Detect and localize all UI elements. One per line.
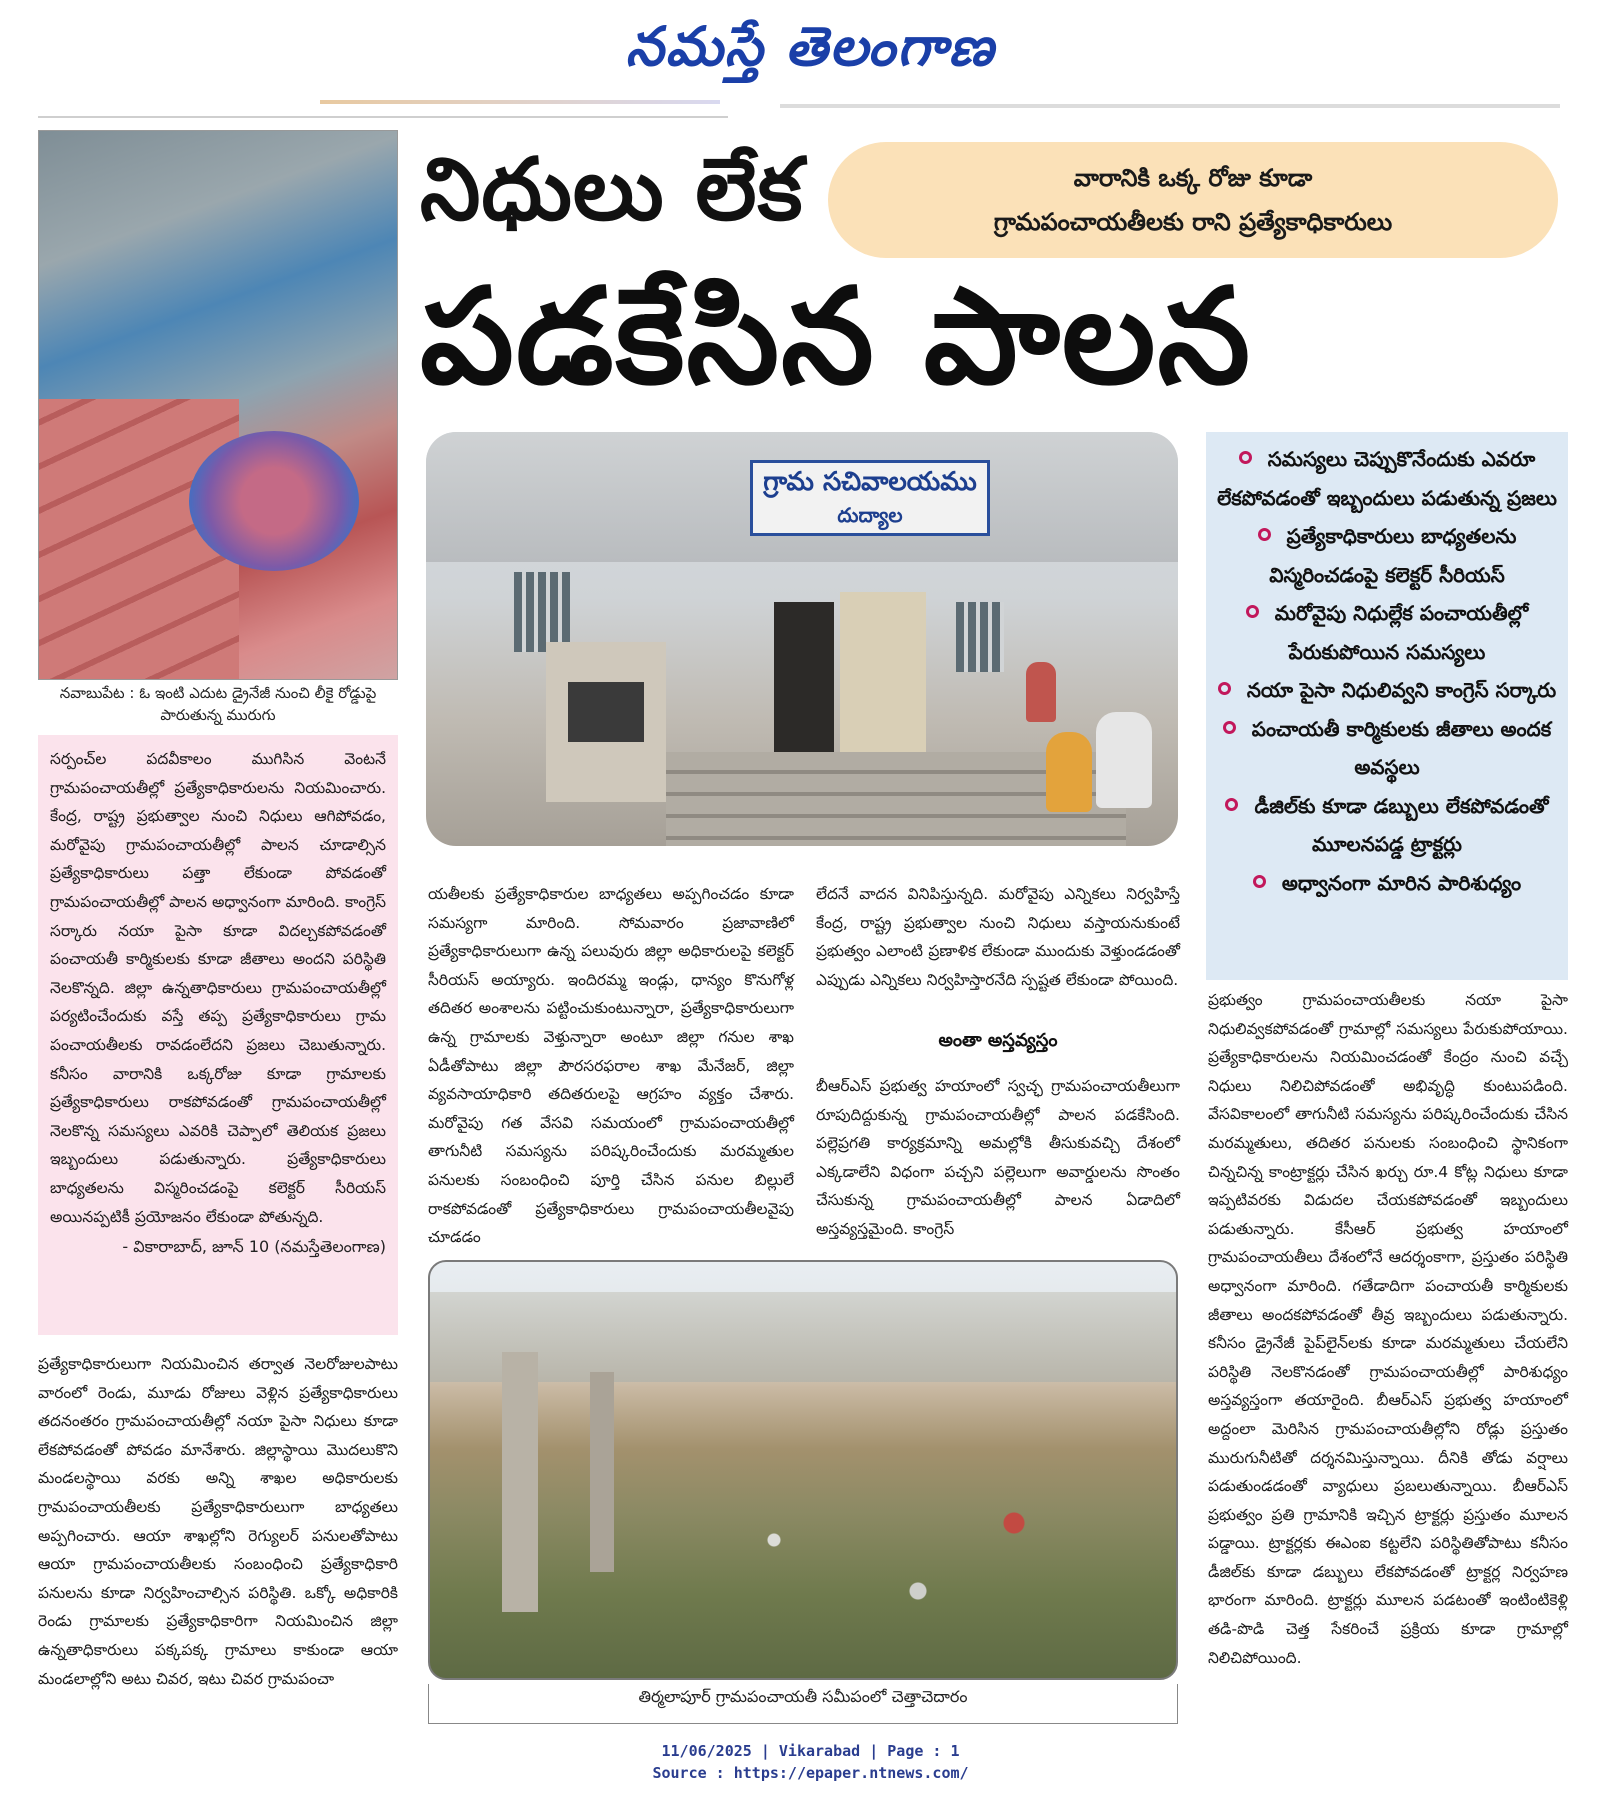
highlights-box	[1206, 432, 1568, 980]
highlight-item: నయా పైసా నిధులివ్వని కాంగ్రెస్ సర్కారు	[1214, 671, 1560, 710]
photo-plaque	[568, 682, 644, 742]
divider-left	[38, 116, 728, 118]
masthead	[0, 14, 1621, 94]
page-footer	[0, 1740, 1621, 1784]
signboard-title: గ్రామ సచివాలయము	[763, 467, 977, 497]
photo-houses-wall	[430, 1292, 1176, 1382]
headline-kicker: నిధులు లేక	[420, 140, 804, 240]
photo-drainage-leak	[38, 130, 398, 680]
signboard-subtitle: దుద్యాల	[837, 503, 903, 527]
deck-line-2: గ్రామపంచాయతీలకు రాని ప్రత్యేకాధికారులు	[993, 208, 1393, 236]
highlight-item: ప్రత్యేకాధికారులు బాధ్యతలను విస్మరించడంపై కలెక్టర్ సీరియస్	[1214, 517, 1560, 594]
photo-bottom-caption: తిర్మలాపూర్ గ్రామపంచాయతీ సమీపంలో చెత్తాచెదారం	[428, 1684, 1178, 1724]
lead-paragraph: సర్పంచ్‌ల పదవీకాలం ముగిసిన వెంటనే గ్రామపంచాయతీల్లో ప్రత్యేకాధికారులను నియమించారు. కేంద్ర, రాష్ట్ర ప్రభుత్వాల నుంచి నిధులు ఆగిపోవడం, మరోవైపు గ్రామపంచాయతీల్లో పాలన చూడాల్సిన ప్రత్యేకాధికారులు పత్తా లేకుండా పోవడంతో గ్రామపంచాయతీల్లో పాలన అధ్వానంగా మారింది. కాంగ్రెస్ సర్కారు నయా పైసా కూడా విదల్చకపోవడంతో పంచాయతీ కార్మికులకు కూడా జీతాలు అందని పరిస్థితి నెలకొన్నది. జిల్లా ఉన్నతాధికారులు గ్రామపంచాయతీల్లో పర్యటించేందుకు వస్తే తప్ప ప్రత్యేకాధికారులు గ్రామ పంచాయతీలకు రావడంలేదని ప్రజలు చెబుతున్నారు. కనీసం వారానికి ఒక్కరోజు కూడా గ్రామాలకు ప్రత్యేకాధికారులు రాకపోవడంతో గ్రామపంచాయతీల్లో నెలకొన్న సమస్యలు ఎవరికి చెప్పాలో తెలియక ప్రజలు ఇబ్బందులు పడుతున్నారు. ప్రత్యేకాధికారులు బాధ్యతలను విస్మరించడంపై కలెక్టర్ సీరియస్ అయినప్పటికీ ప్రయోజనం లేకుండా పోతున్నది.	[50, 750, 386, 1226]
masthead-accent-rule	[320, 100, 720, 104]
highlight-item: సమస్యలు చెప్పుకొనేందుకు ఎవరూ లేకపోవడంతో ఇబ్బందులు పడుతున్న ప్రజలు	[1217, 447, 1557, 510]
photo-sewage-puddle	[189, 431, 359, 571]
lead-box	[38, 735, 398, 1335]
article-column-2: యతీలకు ప్రత్యేకాధికారుల బాధ్యతలు అప్పగించడం కూడా సమస్యగా మారింది. సోమవారం ప్రజావాణిలో ప్రత్యేకాధికారులుగా ఉన్న పలువురు జిల్లా అధికారులపై కలెక్టర్ సీరియస్ అయ్యారు. ఇందిరమ్మ ఇండ్లు, ధాన్యం కొనుగోళ్ల తదితర అంశాలను పట్టించుకుంటున్నారా, ప్రత్యేకాధికారులుగా ఉన్న గ్రామాలకు వెళ్తున్నారా అంటూ జిల్లా గనుల శాఖ ఏడీతోపాటు జిల్లా పౌరసరఫరాల శాఖ మేనేజర్, జిల్లా వ్యవసాయాధికారి తదితరులపై ఆగ్రహం వ్యక్తం చేశారు. మరోవైపు గత వేసవి సమయంలో గ్రామపంచాయతీల్లో తాగునీటి సమస్యను పరిష్కరించేందుకు మరమ్మతుల పనులకు సంబంధించి పూర్తి చేసిన పనుల బిల్లులే రాకపోవడంతో ప్రత్యేకాధికారులు గ్రామపంచాయతీలవైపు చూడడం	[428, 885, 794, 1247]
article-column-3b: బీఆర్‌ఎస్ ప్రభుత్వ హయాంలో స్వచ్ఛ గ్రామపంచాయతీలుగా రూపుదిద్దుకున్న గ్రామపంచాయతీల్లో పాలన పడకేసింది. పల్లెప్రగతి కార్యక్రమాన్ని అమల్లోకి తీసుకువచ్చి దేశంలో ఎక్కడాలేని విధంగా పచ్చని పల్లెలుగా అవార్డులను సొంతం చేసుకున్న గ్రామపంచాయతీల్లో పాలన ఏడాదిలో అస్తవ్యస్తమైంది. కాంగ్రెస్	[816, 1077, 1180, 1238]
headline-main: పడకేసిన పాలన	[420, 260, 1253, 414]
footer-source-link[interactable]: Source : https://epaper.ntnews.com/	[652, 1764, 969, 1782]
dateline: - వికారాబాద్, జూన్ 10 (నమస్తేతెలంగాణ)	[122, 1237, 386, 1257]
article-column-4: ప్రభుత్వం గ్రామపంచాయతీలకు నయా పైసా నిధులివ్వకపోవడంతో గ్రామాల్లో సమస్యలు పేరుకుపోయాయి. ప్రత్యేకాధికారులను నియమించడంతో కేంద్రం నుంచి వచ్చే నిధులు నిలిచిపోవడంతో అభివృద్ధి కుంటుపడింది. వేసవికాలంలో తాగునీటి సమస్యను పరిష్కరించేందుకు చేసిన మరమ్మతులు, తదితర పనులకు సంబంధించి స్థానికంగా చిన్నచిన్న కాంట్రాక్టర్లు చేసిన ఖర్చు రూ.4 కోట్ల నిధులు కూడా ఇప్పటివరకు విడుదల చేయకపోవడంతో ఇబ్బందులు పడుతున్నారు. కేసీఆర్ ప్రభుత్వ హయాంలో గ్రామపంచాయతీలు దేశంలోనే ఆదర్శంకాగా, ప్రస్తుతం పరిస్థితి అధ్వానంగా మారింది. గతేడాదిగా పంచాయతీ కార్మికులకు జీతాలు అందకపోవడంతో తీవ్ర ఇబ్బందులు పడుతున్నారు. కనీసం డ్రైనేజీ పైప్‌లైన్‌లకు కూడా మరమ్మతులు చేయలేని పరిస్థితి నెలకొనడంతో గ్రామపంచాయతీల్లో పారిశుధ్యం అస్తవ్యస్తంగా తయారైంది. బీఆర్‌ఎస్ ప్రభుత్వ హయాంలో అద్దంలా మెరిసిన గ్రామపంచాయతీల్లోని రోడ్లు ప్రస్తుతం మురుగునీటితో దర్శనమిస్తున్నాయి. దీనికి తోడు వర్షాలు పడుతుండడంతో వ్యాధులు ప్రబలుతున్నాయి. బీఆర్‌ఎస్ ప్రభుత్వం ప్రతి గ్రామానికి ఇచ్చిన ట్రాక్టర్లు ప్రస్తుతం మూలన పడ్డాయి. ట్రాక్టర్లకు ఈఎంఐ కట్టలేని పరిస్థితితోపాటు కనీసం డీజిల్‌కు కూడా డబ్బులు లేకపోవడంతో ట్రాక్టర్ల నిర్వహణ భారంగా మారింది. ట్రాక్టర్లు మూలన పడటంతో ఇంటింటికెళ్లి తడి-పొడి చెత్త సేకరించే ప్రక్రియ కూడా గ్రామాల్లో నిలిచిపోయింది.	[1208, 991, 1568, 1667]
article-column-3: లేదనే వాదన వినిపిస్తున్నది. మరోవైపు ఎన్నికలు నిర్వహిస్తే కేంద్ర, రాష్ట్ర ప్రభుత్వాల నుంచి నిధులు వస్తాయనుకుంటే ప్రభుత్వం ఎలాంటి ప్రణాళిక లేకుండా ముందుకు వెళ్తుండడంతో ఎప్పుడు ఎన్నికలు నిర్వహిస్తారనేది స్పష్టత లేకుండా పోయింది.	[816, 885, 1180, 989]
article-column-1: ప్రత్యేకాధికారులుగా నియమించిన తర్వాత నెలరోజులపాటు వారంలో రెండు, మూడు రోజులు వెళ్లిన ప్రత్యేకాధికారులు తదనంతరం గ్రామపంచాయతీల్లో నయా పైసా నిధులు కూడా లేకపోవడంతో పోవడం మానేశారు. జిల్లాస్థాయి మొదలుకొని మండలస్థాయి వరకు అన్ని శాఖల అధికారులకు గ్రామపంచాయతీలకు ప్రత్యేకాధికారులుగా బాధ్యతలు అప్పగించారు. ఆయా శాఖల్లోని రెగ్యులర్ పనులతోపాటు ఆయా గ్రామపంచాయతీలకు సంబంధించి ప్రత్యేకాధికారి పనులను కూడా నిర్వహించాల్సిన పరిస్థితి. ఒక్కో అధికారికి రెండు గ్రామాలకు ప్రత్యేకాధికారిగా నియమించిన జిల్లా ఉన్నతాధికారులు పక్కపక్క గ్రామాలు కాకుండా ఆయా మండలాల్లోని అటు చివర, ఇటు చివర గ్రామపంచా	[38, 1355, 398, 1688]
photo-window-left	[514, 572, 570, 652]
highlight-item: అధ్వానంగా మారిన పారిశుధ్యం	[1214, 864, 1560, 903]
photo-window-right	[956, 602, 1004, 672]
headline-deck	[828, 142, 1558, 258]
newspaper-logo: నమస్తే తెలంగాణ	[625, 14, 996, 78]
bullet-circle-icon	[1239, 451, 1252, 464]
photo-stone-pillar	[502, 1352, 538, 1612]
deck-line-1: వారానికి ఒక్క రోజు కూడా	[1073, 164, 1313, 192]
photo-person-seated-woman	[1046, 732, 1092, 812]
subheading: అంతా అస్తవ్యస్తం	[938, 1030, 1058, 1051]
photo-garbage-lot	[428, 1260, 1178, 1680]
photo-left-caption: నవాబుపేట : ఓ ఇంటి ఎదుట డ్రైనేజీ నుంచి లీకై రోడ్డుపై పారుతున్న మురుగు	[59, 684, 377, 724]
bullet-circle-icon	[1258, 528, 1271, 541]
photo-person-seated-man	[1096, 712, 1152, 808]
highlight-item: పంచాయతీ కార్మికులకు జీతాలు అందక అవస్థలు	[1214, 710, 1560, 787]
photo-village-secretariat	[426, 432, 1178, 846]
bullet-circle-icon	[1246, 605, 1259, 618]
photo-person-standing	[1026, 662, 1056, 722]
bullet-circle-icon	[1253, 875, 1266, 888]
photo-memorial-plinth	[546, 642, 666, 802]
photo-signboard	[750, 460, 990, 536]
bullet-circle-icon	[1225, 798, 1238, 811]
highlight-item: డీజిల్‌కు కూడా డబ్బులు లేకపోవడంతో మూలనపడ్డ ట్రాక్టర్లు	[1214, 787, 1560, 864]
photo-stone-pillar	[590, 1372, 614, 1572]
footer-edition-info: 11/06/2025 | Vikarabad | Page : 1	[661, 1742, 960, 1760]
bullet-circle-icon	[1223, 721, 1236, 734]
photo-door-panel	[840, 592, 926, 752]
highlight-item: మరోవైపు నిధుల్లేక పంచాయతీల్లో పేరుకుపోయిన సమస్యలు	[1214, 594, 1560, 671]
photo-litter	[630, 1472, 1110, 1642]
bullet-circle-icon	[1218, 682, 1231, 695]
divider-right	[780, 104, 1560, 108]
photo-doorway	[774, 602, 834, 752]
